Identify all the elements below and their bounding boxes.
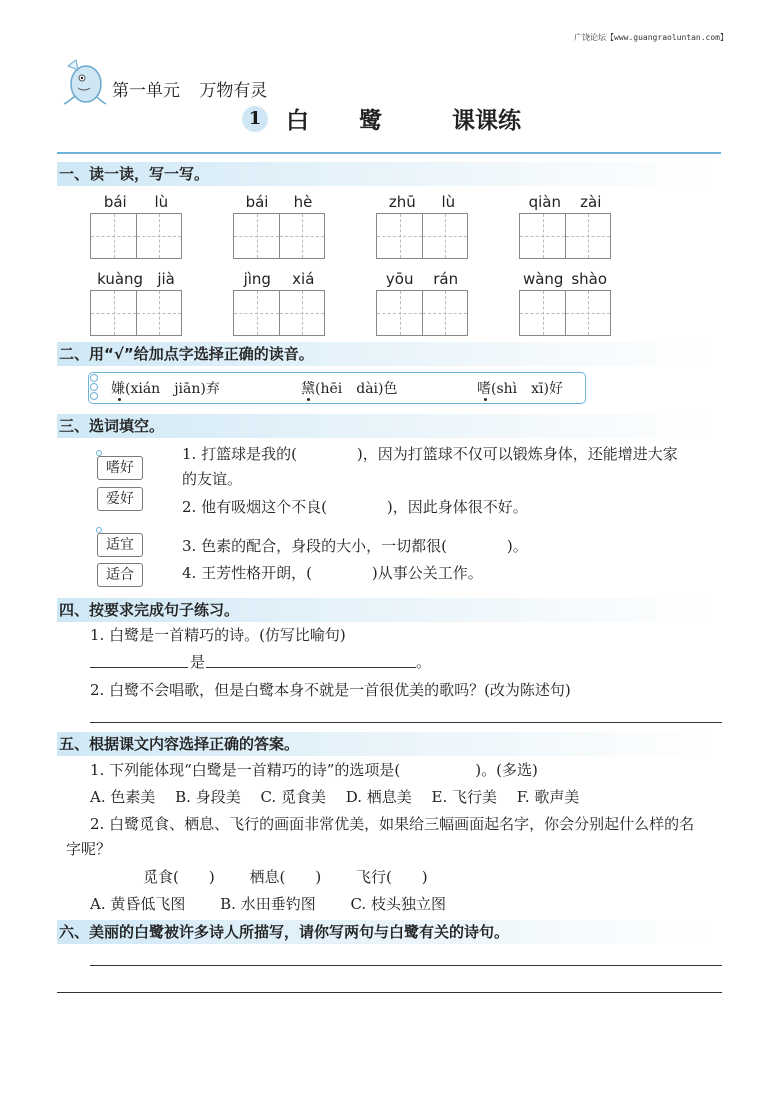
sentence-question-1: 1. 白鹭是一首精巧的诗。(仿写比喻句) — [90, 626, 346, 644]
sentence-question-2: 2. 白鹭不会唱歌，但是白鹭本身不就是一首很优美的歌吗？(改为陈述句) — [90, 681, 571, 699]
pinyin-row-1: bái lù bái hè zhū lù qiàn zài — [0, 193, 780, 273]
emphasis-dot — [118, 398, 121, 401]
answer-line[interactable] — [90, 722, 722, 723]
site-watermark: 广饶论坛【www.guangraoluntan.com】 — [574, 33, 728, 42]
emphasis-dot — [307, 398, 310, 401]
fill-question-4: 4. 王芳性格开朗，( )从事公关工作。 — [182, 564, 483, 582]
lesson-title-char-2: 鹭 — [359, 107, 382, 134]
mc-question-2: 2. 白鹭觅食、栖息、飞行的画面非常优美，如果给三幅画面起名字，你会分别起什么样的名 — [90, 815, 695, 833]
section-1-heading: 一、读一读，写一写。 — [57, 162, 721, 186]
choice-item-2[interactable]: 黛(hēi dài)色 — [301, 381, 398, 397]
sentence-connector: 是 — [190, 653, 206, 671]
pronunciation-choice-box — [88, 372, 586, 404]
header-divider — [57, 152, 721, 154]
writing-grid[interactable] — [519, 290, 611, 336]
writing-grid[interactable] — [233, 290, 325, 336]
ring-icon — [90, 392, 98, 400]
mc-question-1: 1. 下列能体现“白鹭是一首精巧的诗”的选项是( )。(多选) — [90, 761, 538, 779]
section-4-heading: 四、按要求完成句子练习。 — [57, 598, 721, 622]
practice-label: 课课练 — [452, 108, 521, 134]
answer-line[interactable] — [206, 667, 416, 668]
writing-grid[interactable] — [376, 290, 468, 336]
section-2-heading: 二、用“√”给加点字选择正确的读音。 — [57, 342, 721, 366]
ring-icon — [90, 374, 98, 382]
answer-line[interactable] — [90, 667, 188, 668]
writing-grid[interactable] — [90, 213, 182, 259]
writing-grid[interactable] — [519, 213, 611, 259]
section-5-heading: 五、根据课文内容选择正确的答案。 — [57, 732, 721, 756]
word-tag-2: 爱好 — [97, 487, 143, 511]
mc-question-2-options: A. 黄昏低飞图 B. 水田垂钓图 C. 枝头独立图 — [90, 895, 446, 913]
sentence-end: 。 — [416, 653, 432, 671]
emphasis-dot — [484, 398, 487, 401]
fill-question-2: 2. 他有吸烟这个不良( )，因此身体很不好。 — [182, 498, 528, 516]
unit-label: 第一单元 — [112, 81, 180, 101]
unit-header — [112, 76, 281, 101]
answer-line[interactable] — [90, 965, 722, 966]
answer-line[interactable] — [57, 992, 722, 993]
choice-item-1[interactable]: 嫌(xián jiān)弃 — [111, 381, 220, 397]
mc-question-2-cont: 字呢？ — [66, 840, 112, 858]
lesson-number-badge: 1 — [242, 106, 268, 132]
section-3-heading: 三、选词填空。 — [57, 414, 721, 438]
section-6-heading: 六、美丽的白鹭被许多诗人所描写，请你写两句与白鹭有关的诗句。 — [57, 920, 721, 944]
writing-grid[interactable] — [90, 290, 182, 336]
word-tag-4: 适合 — [97, 563, 143, 587]
lesson-title — [242, 102, 521, 135]
fill-question-1: 1. 打篮球是我的( )，因为打篮球不仅可以锻炼身体，还能增进大家 — [182, 445, 678, 463]
mc-question-2-blanks: 觅食( ) 栖息( ) 飞行( ) — [143, 868, 428, 886]
ring-icon — [90, 383, 98, 391]
unit-name: 万物有灵 — [199, 81, 268, 101]
fill-question-1-cont: 的友谊。 — [182, 470, 243, 488]
word-tag-1: 嗜好 — [97, 456, 143, 480]
binder-rings — [90, 374, 98, 400]
writing-grid[interactable] — [233, 213, 325, 259]
word-tag-3: 适宜 — [97, 533, 143, 557]
choice-item-3[interactable]: 嗜(shì xī)好 — [477, 381, 563, 397]
mc-question-1-options: A. 色素美 B. 身段美 C. 觅食美 D. 栖息美 E. 飞行美 F. 歌声美 — [90, 788, 580, 806]
fish-mascot-icon — [60, 56, 108, 108]
fill-question-3: 3. 色素的配合，身段的大小，一切都很( )。 — [182, 537, 528, 555]
pinyin-row-2: kuàng jià jìng xiá yōu rán wàng shào — [0, 270, 780, 350]
writing-grid[interactable] — [376, 213, 468, 259]
lesson-title-char-1: 白 — [286, 107, 309, 134]
